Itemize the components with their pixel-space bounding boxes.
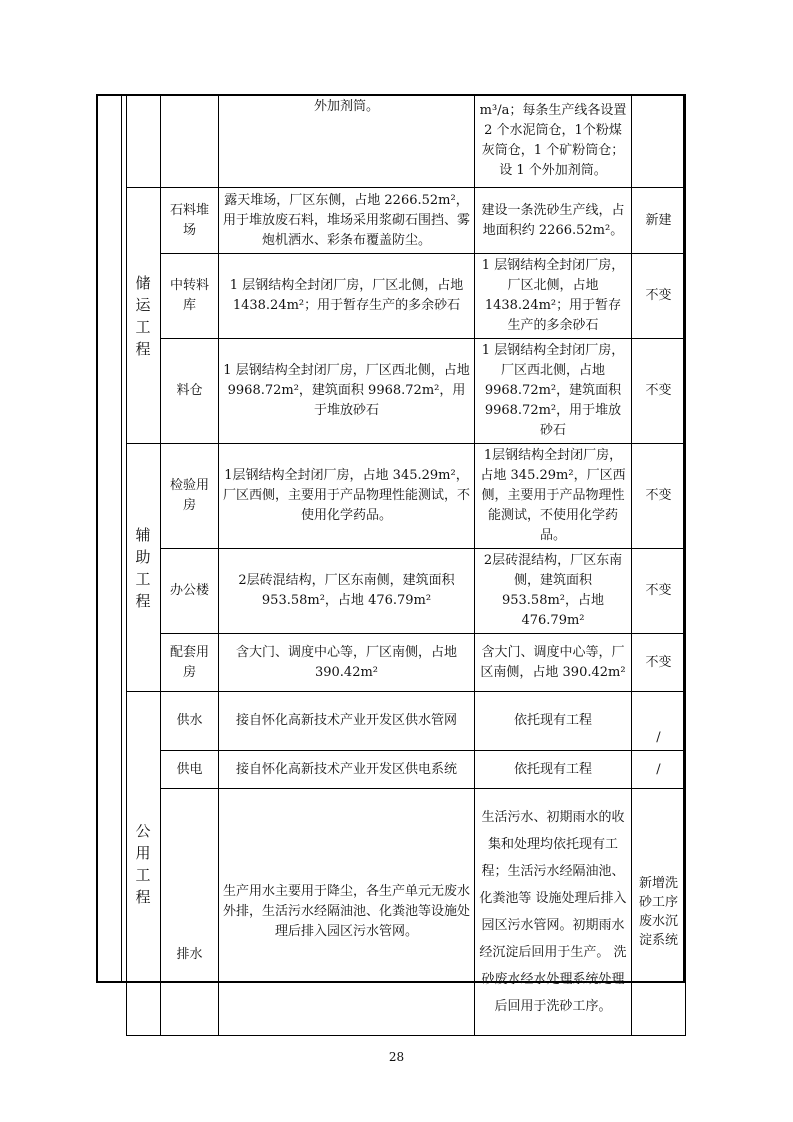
- item-name-cell: 石料堆场: [161, 188, 219, 254]
- table-row: [127, 95, 686, 188]
- proposed-cell: 1层钢结构全封闭厂房，占地 345.29m²，厂区西侧，主要用于产品物理性能测试，不使用化学药品。: [475, 444, 632, 549]
- category-label: 公用工程: [135, 821, 153, 906]
- table-row: [127, 634, 686, 692]
- current-cell: 接自怀化高新技术产业开发区供电系统: [219, 751, 475, 789]
- current-cell: 外加剂筒。: [219, 95, 475, 188]
- change-cell: 不变: [632, 549, 686, 634]
- proposed-cell: 生活污水、初期雨水的收集和处理均依托现有工程；生活污水经隔油池、化粪池等 设施处理后排入园区污水管网。初期雨水经沉淀后回用于生产。 洗砂废水经水处理系统处理后回用于洗砂工序。: [475, 789, 632, 1036]
- category-cell-empty: [127, 95, 161, 188]
- page-number: 28: [388, 1050, 405, 1064]
- current-cell: 1 层钢结构全封闭厂房，厂区北侧，占地 1438.24m²；用于暂存生产的多余砂石: [219, 254, 475, 339]
- proposed-cell: 1 层钢结构全封闭厂房，厂区北侧，占地 1438.24m²；用于暂存生产的多余砂石: [475, 254, 632, 339]
- change-cell: [632, 95, 686, 188]
- item-name-cell-empty: [161, 95, 219, 188]
- change-cell: 新建: [632, 188, 686, 254]
- change-cell: 不变: [632, 254, 686, 339]
- change-cell: /: [632, 751, 686, 789]
- proposed-cell: 依托现有工程: [475, 692, 632, 751]
- item-name-cell: 中转料库: [161, 254, 219, 339]
- current-cell: 生产用水主要用于降尘，各生产单元无废水外排，生活污水经隔油池、化粪池等设施处理后排入园区污水管网。: [219, 789, 475, 1036]
- item-name-cell: 检验用房: [161, 444, 219, 549]
- category-cell-storage: [127, 188, 161, 444]
- item-name-cell: 供水: [161, 692, 219, 751]
- table-row: [127, 444, 686, 549]
- proposed-cell: 含大门、调度中心等，厂区南侧，占地 390.42m²: [475, 634, 632, 692]
- proposed-cell: 1 层钢结构全封闭厂房，厂区西北侧，占地 9968.72m²，建筑面积 9968.72m²，用于堆放砂石: [475, 339, 632, 444]
- current-cell: 1层钢结构全封闭厂房，占地 345.29m²，厂区西侧，主要用于产品物理性能测试，不使用化学药品。: [219, 444, 475, 549]
- proposed-cell: m³/a；每条生产线各设置 2 个水泥筒仓，1个粉煤灰筒仓，1 个矿粉筒仓；设 1 个外加剂筒。: [475, 95, 632, 188]
- table-row: [127, 789, 686, 1036]
- table-row: [127, 692, 686, 751]
- change-cell: /: [632, 692, 686, 751]
- change-cell: 不变: [632, 634, 686, 692]
- table-row: [127, 339, 686, 444]
- item-name-cell: 供电: [161, 751, 219, 789]
- proposed-cell: 依托现有工程: [475, 751, 632, 789]
- category-cell-utility: [127, 692, 161, 1036]
- change-cell: 不变: [632, 444, 686, 549]
- change-cell: 新增洗砂工序废水沉淀系统: [632, 789, 686, 1036]
- item-name-cell: 料仓: [161, 339, 219, 444]
- proposed-cell: 建设一条洗砂生产线，占地面积约 2266.52m²。: [475, 188, 632, 254]
- category-label: 储运工程: [135, 273, 153, 358]
- current-cell: 含大门、调度中心等，厂区南侧，占地 390.42m²: [219, 634, 475, 692]
- item-name-cell: 排水: [161, 789, 219, 1036]
- item-name-cell: 办公楼: [161, 549, 219, 634]
- table-row: [127, 549, 686, 634]
- current-cell: 露天堆场，厂区东侧，占地 2266.52m²，用于堆放废石料，堆场采用浆砌石围挡、雾炮机洒水、彩条布覆盖防尘。: [219, 188, 475, 254]
- proposed-cell: 2层砖混结构，厂区东南侧，建筑面积 953.58m²，占地 476.79m²: [475, 549, 632, 634]
- current-cell: 接自怀化高新技术产业开发区供水管网: [219, 692, 475, 751]
- current-cell: 1 层钢结构全封闭厂房，厂区西北侧，占地 9968.72m²，建筑面积 9968.72m²，用于堆放砂石: [219, 339, 475, 444]
- table-row: [127, 254, 686, 339]
- table-row: [127, 751, 686, 789]
- current-cell: 2层砖混结构，厂区东南侧，建筑面积 953.58m²，占地 476.79m²: [219, 549, 475, 634]
- category-label: 辅助工程: [135, 525, 153, 610]
- category-cell-aux: [127, 444, 161, 692]
- item-name-cell: 配套用房: [161, 634, 219, 692]
- table-row: [127, 188, 686, 254]
- change-cell: 不变: [632, 339, 686, 444]
- project-composition-table: [126, 94, 686, 1036]
